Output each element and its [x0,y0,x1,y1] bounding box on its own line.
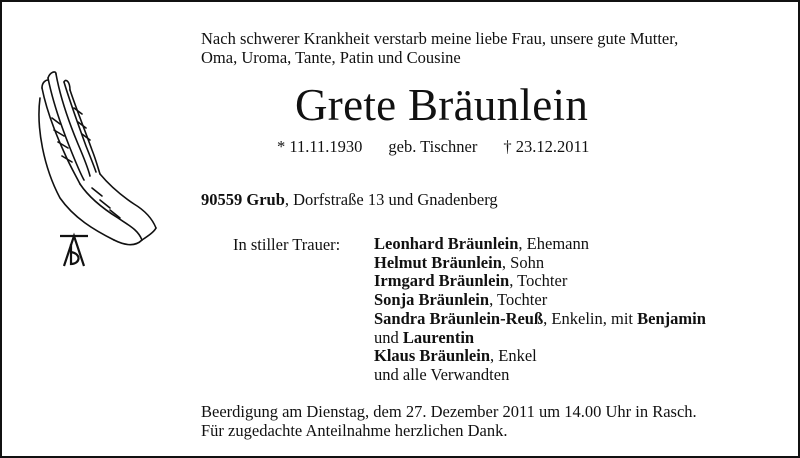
list-item [374,310,706,329]
mourner-role: , Enkel [490,346,537,366]
mourner-name: Laurentin [402,327,475,347]
list-item [374,291,706,310]
intro-line-1: Nach schwerer Krankheit verstarb meine liebe Frau, unsere gute Mutter, [201,29,679,48]
list-item: und alle Verwandten [374,364,510,384]
deceased-name: Grete Bräunlein [295,80,589,130]
mourners-label: In stiller Trauer: [233,235,341,254]
mourner-role: , Ehemann [518,234,589,253]
funeral-line-2: Für zugedachte Anteilnahme herzlichen Dank. [201,421,508,440]
death-date: † 23.12.2011 [503,137,590,156]
maiden-name: geb. Tischner [388,137,478,156]
mourner-role: , Tochter [509,271,568,291]
birth-date: * 11.11.1930 [277,137,363,156]
address [201,190,498,209]
mourner-name: Helmut Bräunlein [374,252,502,272]
mourner-role: , Tochter [489,290,548,310]
mourner-role: , Enkelin, mit [543,308,638,328]
mourners-list [374,235,706,385]
list-item [374,272,706,291]
list-item [374,347,706,366]
mourner-name: Leonhard Bräunlein [374,234,519,253]
mourner-name: Irmgard Bräunlein [374,271,510,291]
praying-hands-icon [30,68,170,268]
address-rest: , Dorfstraße 13 und Gnadenberg [284,190,498,209]
mourner-prefix: und [374,327,403,347]
mourner-name: Klaus Bräunlein [374,346,490,366]
mourner-name: Sonja Bräunlein [374,290,490,310]
address-city: 90559 Grub [201,190,285,209]
list-item [374,254,706,273]
intro-line-2: Oma, Uroma, Tante, Patin und Cousine [201,48,461,67]
mourner-role: , Sohn [501,252,545,272]
life-dates [277,137,589,156]
list-item [374,235,706,254]
funeral-line-1: Beerdigung am Dienstag, dem 27. Dezember 2011 um 14.00 Uhr in Rasch. [201,402,697,421]
mourner-extra: Benjamin [637,308,706,328]
mourner-name: Sandra Bräunlein-Reuß [374,308,544,328]
list-item [374,329,706,348]
